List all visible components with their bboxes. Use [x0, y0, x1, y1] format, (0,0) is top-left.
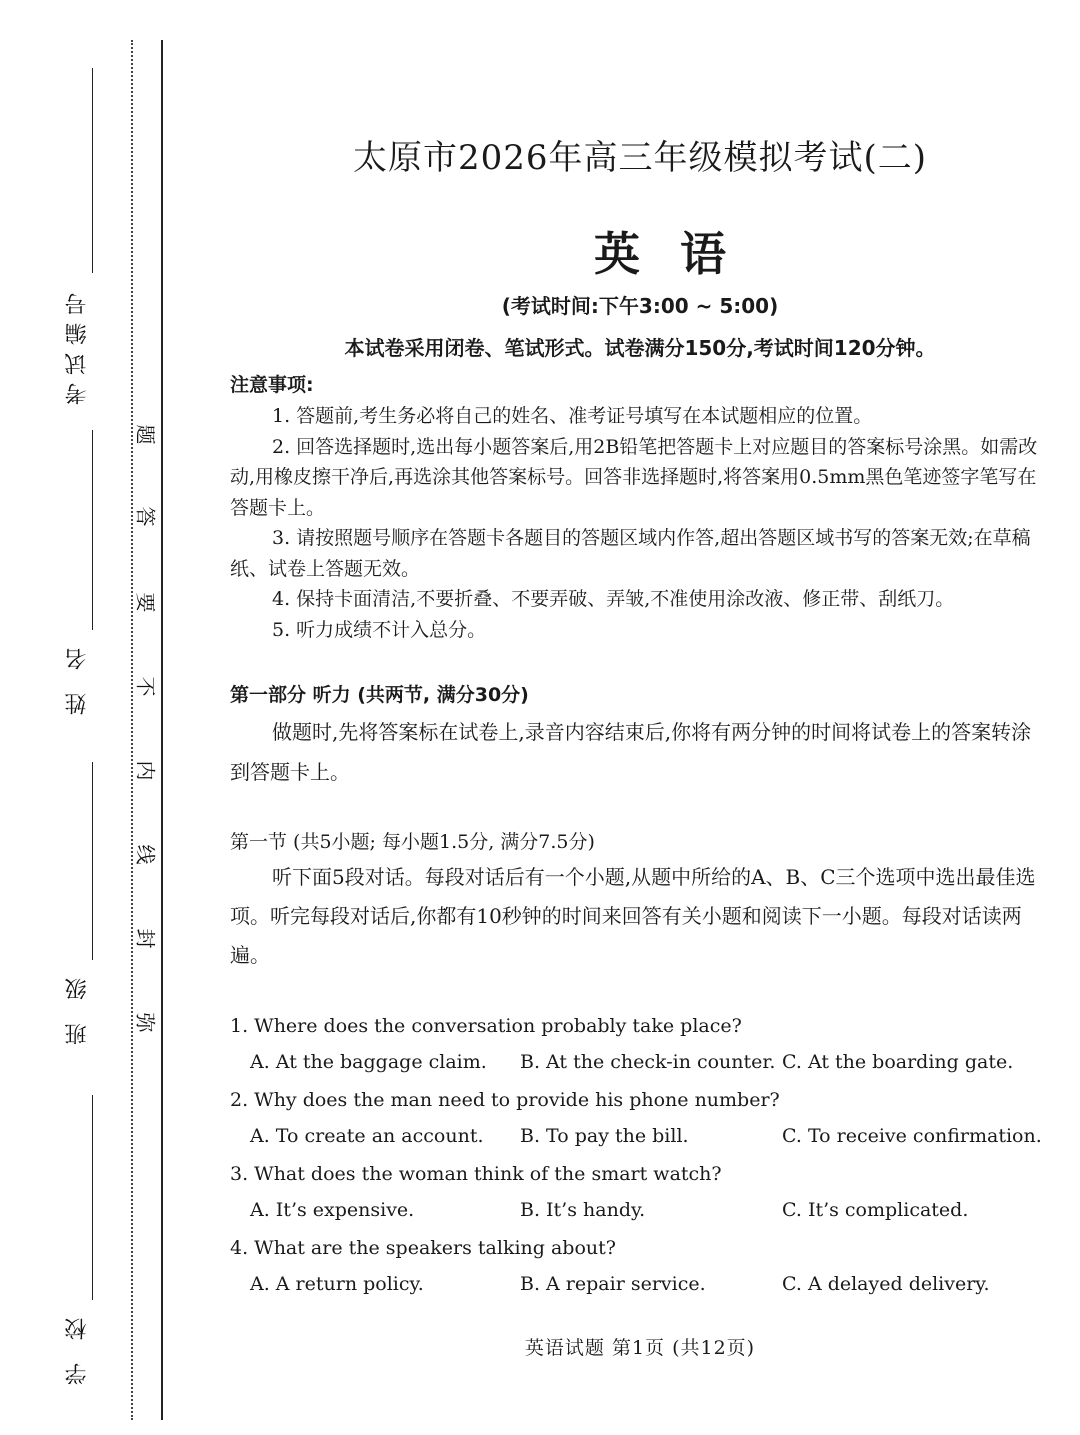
question-item: [230, 1085, 1050, 1159]
option-a: A. At the baggage claim.: [250, 1051, 487, 1073]
option-c: C. To receive confirmation.: [782, 1125, 1042, 1147]
exam-title: 太原市2026年高三年级模拟考试(二): [352, 138, 928, 178]
seal-char: 要: [133, 592, 158, 613]
seal-dotted-line: [131, 40, 133, 1420]
seal-char: 题: [133, 424, 158, 445]
option-a: A. A return policy.: [250, 1273, 424, 1295]
school-label: 学 校: [65, 1310, 90, 1385]
exam-rule: 本试卷采用闭卷、笔试形式。试卷满分150分,考试时间120分钟。: [344, 336, 936, 360]
question-options: [230, 1195, 1050, 1233]
seal-char: 封: [133, 928, 158, 949]
subject-title: 英语: [594, 227, 766, 281]
notice-heading: 注意事项:: [230, 374, 314, 396]
question-stem: 3. What does the woman think of the smart watch?: [230, 1163, 722, 1185]
question-options: [230, 1121, 1050, 1159]
section1-heading: 第一节 (共5小题; 每小题1.5分, 满分7.5分): [230, 831, 595, 853]
class-label: 班 级: [65, 970, 90, 1045]
seal-char: 线: [133, 844, 158, 865]
option-c: C. A delayed delivery.: [782, 1273, 990, 1295]
question-list: [230, 1011, 1050, 1307]
section1-intro: 听下面5段对话。每段对话后有一个小题,从题中所给的A、B、C三个选项中选出最佳选项。听完每段对话后,你都有10秒钟的时间来回答有关小题和阅读下一小题。每段对话读两遍。: [230, 865, 1036, 967]
exam-number-label: 考试编号: [65, 285, 90, 405]
exam-time: (考试时间:下午3:00 ~ 5:00): [501, 294, 779, 318]
question-stem: 2. Why does the man need to provide his phone number?: [230, 1089, 780, 1111]
notice-item: 5. 听力成绩不计入总分。: [272, 618, 487, 641]
exam-number-line: [92, 68, 93, 273]
option-b: B. To pay the bill.: [520, 1125, 689, 1147]
seal-char: 不: [133, 676, 158, 697]
option-a: A. To create an account.: [250, 1125, 484, 1147]
question-item: [230, 1159, 1050, 1233]
notice-item: 3. 请按照题号顺序在答题卡各题目的答题区域内作答,超出答题区域书写的答案无效;在草稿纸、试卷上答题无效。: [230, 527, 1031, 580]
question-stem: 4. What are the speakers talking about?: [230, 1237, 616, 1259]
page-footer: 英语试题 第1页 (共12页): [524, 1337, 756, 1359]
name-label: 姓 名: [65, 640, 90, 715]
notice-list: [230, 401, 1050, 645]
option-b: B. A repair service.: [520, 1273, 706, 1295]
part1-heading: 第一部分 听力 (共两节, 满分30分): [230, 684, 529, 706]
option-b: B. It’s handy.: [520, 1199, 646, 1221]
option-c: C. At the boarding gate.: [782, 1051, 1014, 1073]
seal-char: 内: [133, 760, 158, 781]
class-line: [92, 762, 93, 960]
seal-solid-line: [161, 40, 163, 1420]
seal-char: 答: [133, 506, 158, 527]
school-line: [92, 1095, 93, 1300]
question-item: [230, 1233, 1050, 1307]
option-a: A. It’s expensive.: [250, 1199, 415, 1221]
question-item: [230, 1011, 1050, 1085]
option-c: C. It’s complicated.: [782, 1199, 969, 1221]
part1-intro: 做题时,先将答案标在试卷上,录音内容结束后,你将有两分钟的时间将试卷上的答案转涂到答题卡上。: [230, 720, 1032, 784]
name-line: [92, 430, 93, 630]
notice-item: 2. 回答选择题时,选出每小题答案后,用2B铅笔把答题卡上对应题目的答案标号涂黑。如需改动,用橡皮擦干净后,再选涂其他答案标号。回答非选择题时,将答案用0.5mm黑色笔迹签字笔写在答题卡上。: [230, 435, 1038, 519]
notice-item: 1. 答题前,考生务必将自己的姓名、准考证号填写在本试题相应的位置。: [272, 405, 873, 427]
option-b: B. At the check-in counter.: [520, 1051, 776, 1073]
question-options: [230, 1047, 1050, 1085]
seal-char: 弥: [133, 1012, 158, 1033]
notice-item: 4. 保持卡面清洁,不要折叠、不要弄破、弄皱,不准使用涂改液、修正带、刮纸刀。: [272, 588, 955, 610]
question-stem: 1. Where does the conversation probably take place?: [230, 1015, 742, 1037]
question-options: [230, 1269, 1050, 1307]
